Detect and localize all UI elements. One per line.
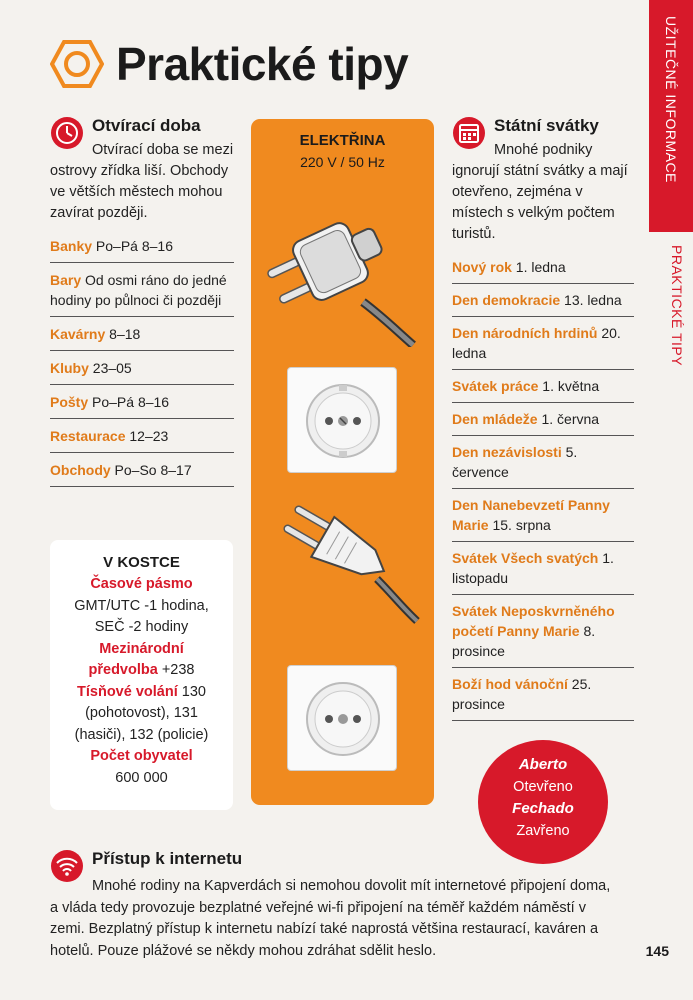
population-label: Počet obyvatel: [90, 748, 193, 764]
emergency-numbers: Tísňové volání 130 (pohotovost), 131 (hasiči), 132 (policie): [74, 683, 209, 743]
internet-body: Mnohé rodiny na Kapverdách si nemohou dovolit mít internetové připojení doma, a vláda tedy provozuje bezplatné veřejné wi-fi připojení na téměř každém náměstí v zemi. Bezplatný přístup k internetu nabízí také naprostá většina restaurací, kaváren a hotelů. Pouze plážové se někdy mohou zdráhat sdělit heslo.: [50, 878, 611, 959]
internet-heading: Přístup k internetu: [92, 849, 243, 868]
timezone-label: Časové pásmo: [90, 576, 193, 592]
list-item: Svátek práce 1. května: [452, 370, 634, 403]
population-value: 600 000: [115, 769, 168, 786]
list-item: Den nezávislosti 5. července: [452, 436, 634, 489]
list-item: Den Nanebevzetí Panny Marie 15. srpna: [452, 489, 634, 542]
closed-portuguese: Fechado: [512, 800, 574, 817]
list-item: Nový rok 1. ledna: [452, 257, 634, 284]
timezone-value: GMT/UTC -1 hodina, SEČ -2 hodiny: [74, 597, 209, 635]
schuko-plug-icon: [263, 207, 423, 347]
list-item: Kluby 23–05: [50, 351, 234, 385]
holidays-heading: Státní svátky: [494, 116, 599, 135]
quick-facts-heading: V KOSTCE: [103, 554, 180, 571]
electricity-panel: [251, 119, 434, 805]
list-item: Pošty Po–Pá 8–16: [50, 385, 234, 419]
chapter-tab-label: UŽITEČNÉ INFORMACE: [663, 16, 679, 183]
page-title: Praktické tipy: [116, 38, 409, 90]
hexagon-nut-icon: [50, 39, 104, 89]
electricity-heading: ELEKTŘINA: [299, 132, 386, 149]
page-number: 145: [645, 943, 669, 959]
section-side-label: PRAKTICKÉ TIPY: [669, 245, 685, 367]
title-block: [50, 36, 408, 92]
electricity-spec: 220 V / 50 Hz: [300, 154, 385, 170]
quick-facts-box: [50, 540, 233, 810]
list-item: Boží hod vánoční 25. prosince: [452, 668, 634, 721]
list-item: Restaurace 12–23: [50, 419, 234, 453]
open-czech: Otevřeno: [513, 779, 573, 795]
list-item: Kavárny 8–18: [50, 317, 234, 351]
opening-hours-column: [50, 116, 234, 487]
list-item: Banky Po–Pá 8–16: [50, 236, 234, 263]
list-item: Obchody Po–So 8–17: [50, 453, 234, 487]
opening-hours-list: [50, 236, 234, 487]
holidays-intro: Mnohé podniky ignorují státní svátky a mají otevřeno, zejména v místech s velkým počtem turistů.: [452, 142, 628, 242]
list-item: Svátek Neposkvrněného početí Panny Marie 8. prosince: [452, 595, 634, 668]
socket-c-icon: [288, 666, 398, 772]
list-item: Den mládeže 1. června: [452, 403, 634, 436]
list-item: Svátek Všech svatých 1. listopadu: [452, 542, 634, 595]
holidays-column: [452, 116, 634, 721]
opening-intro: Otvírací doba se mezi ostrovy zřídka liší. Obchody ve větších městech mohou zavírat později.: [50, 142, 234, 221]
schuko-socket: [287, 367, 397, 473]
list-item: Bary Od osmi ráno do jedné hodiny po půlnoci či později: [50, 263, 234, 317]
closed-czech: Zavřeno: [516, 823, 570, 839]
socket-f-icon: [288, 368, 398, 474]
europlug-socket: [287, 665, 397, 771]
open-portuguese: Aberto: [518, 756, 568, 773]
list-item: Den národních hrdinů 20. ledna: [452, 317, 634, 370]
open-closed-badge: [478, 740, 608, 864]
list-item: Den demokracie 13. ledna: [452, 284, 634, 317]
dial-code: Mezinárodní předvolba +238: [88, 640, 195, 678]
holidays-list: [452, 257, 634, 721]
opening-hours-heading: Otvírací doba: [92, 116, 201, 135]
europlug-icon: [267, 499, 427, 629]
chapter-tab[interactable]: [649, 0, 693, 232]
